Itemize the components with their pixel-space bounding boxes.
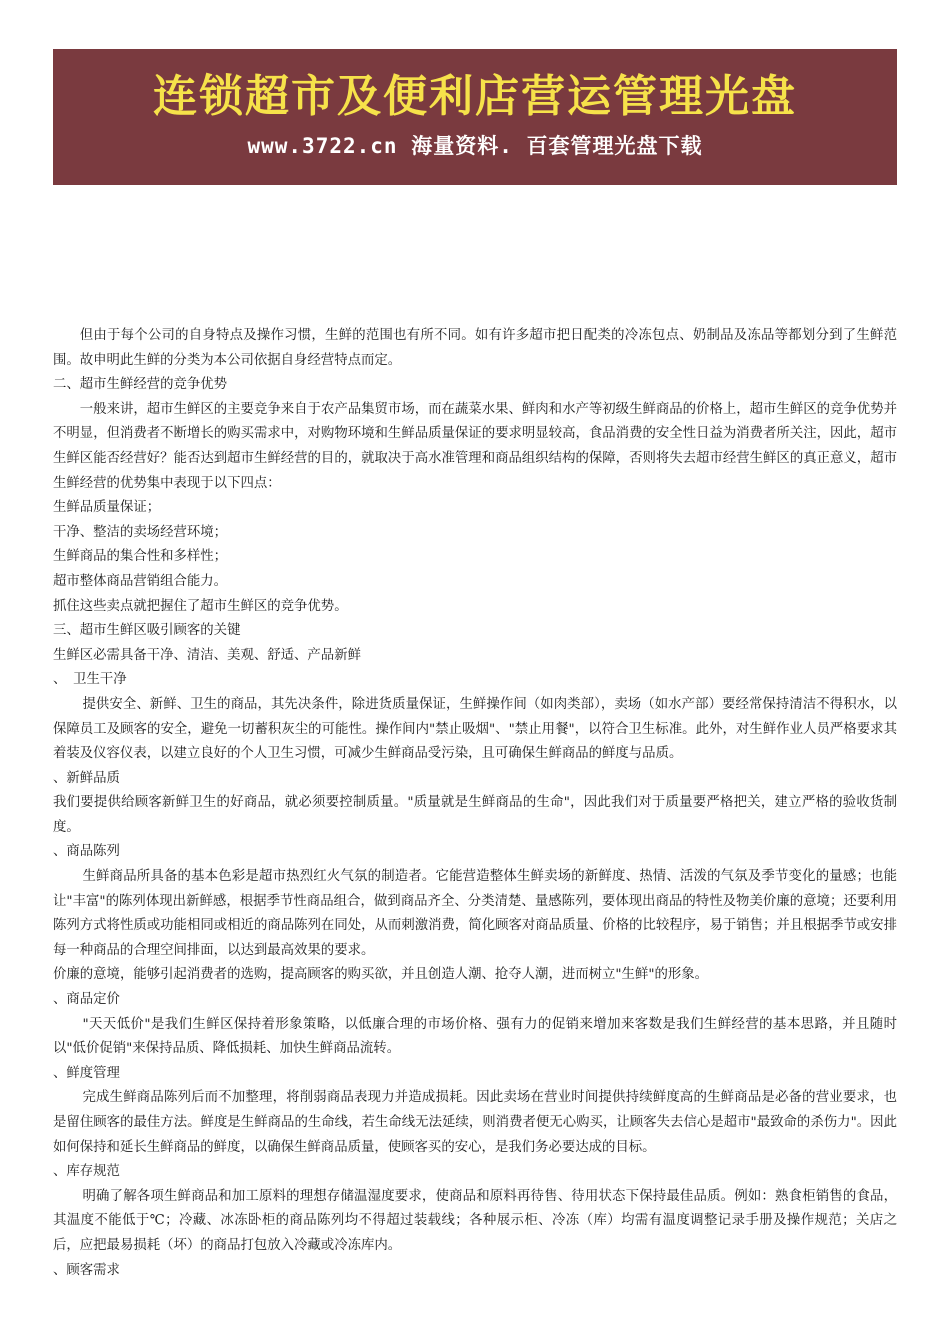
paragraph: 明确了解各项生鲜商品和加工原料的理想存储温湿度要求，使商品和原料再待售、待用状态下保持最佳品质。例如：熟食柜销售的食品，其温度不能低于℃；冷藏、冰冻卧柜的商品陈列均不得超过装载线；各种展示柜、冷冻（库）均需有温度调整记录手册及操作规范；关店之后，应把最易损耗（坏）的商品打包放入冷藏或冷冻库内。 — [53, 1188, 897, 1253]
paragraph: 生鲜商品的集合性和多样性； — [53, 549, 228, 565]
banner-subtitle: www.3722.cn 海量资料. 百套管理光盘下载 — [247, 134, 703, 158]
paragraph: 、顾客需求 — [53, 1262, 120, 1278]
paragraph: 价廉的意境，能够引起消费者的选购，提高顾客的购买欲，并且创造人潮、抢夺人潮，进而树立"生鲜"的形象。 — [53, 967, 709, 983]
document-body — [53, 324, 897, 1283]
paragraph: 生鲜区必需具备干净、清洁、美观、舒适、产品新鲜 — [53, 647, 361, 663]
paragraph: 但由于每个公司的自身特点及操作习惯，生鲜的范围也有所不同。如有许多超市把日配类的冷冻包点、奶制品及冻品等都划分到了生鲜范围。故申明此生鲜的分类为本公司依据自身经营特点而定。 — [53, 328, 897, 368]
paragraph: 、商品陈列 — [53, 844, 120, 860]
paragraph: 、商品定价 — [53, 992, 120, 1008]
paragraph: 超市整体商品营销组合能力。 — [53, 573, 228, 589]
paragraph: 、鲜度管理 — [53, 1065, 120, 1081]
header-banner — [53, 49, 897, 185]
paragraph: 、库存规范 — [53, 1164, 120, 1180]
paragraph: 干净、整洁的卖场经营环境； — [53, 524, 228, 540]
banner-title: 连锁超市及便利店营运管理光盘 — [153, 71, 797, 122]
paragraph: 一般来讲，超市生鲜区的主要竞争来自于农产品集贸市场，而在蔬菜水果、鲜肉和水产等初级生鲜商品的价格上，超市生鲜区的竞争优势并不明显，但消费者不断增长的购买需求中，对购物环境和生鲜品质量保证的要求明显较高，食品消费的安全性日益为消费者所关注，因此，超市生鲜区能否经营好？能否达到超市生鲜经营的目的，就取决于高水准管理和商品组织结构的保障，否则将失去超市经营生鲜区的真正意义，超市生鲜经营的优势集中表现于以下四点： — [53, 401, 897, 491]
paragraph: 、 卫生干净 — [53, 672, 127, 688]
paragraph: "天天低价"是我们生鲜区保持着形象策略，以低廉合理的市场价格、强有力的促销来增加来客数是我们生鲜经营的基本思路，并且随时以"低价促销"来保持品质、降低损耗、加快生鲜商品流转。 — [53, 1016, 897, 1057]
paragraph: 三、超市生鲜区吸引顾客的关键 — [53, 623, 241, 639]
paragraph: 完成生鲜商品陈列后而不加整理，将削弱商品表现力并造成损耗。因此卖场在营业时间提供持续鲜度高的生鲜商品是必备的营业要求，也是留住顾客的最佳方法。鲜度是生鲜商品的生命线，若生命线无法延续，则消费者便无心购买，让顾客失去信心是超市"最致命的杀伤力"。因此如何保持和延长生鲜商品的鲜度，以确保生鲜商品质量，使顾客买的安心，是我们务必要达成的目标。 — [53, 1090, 897, 1155]
paragraph: 、新鲜品质 — [53, 770, 120, 786]
paragraph: 抓住这些卖点就把握住了超市生鲜区的竞争优势。 — [53, 598, 348, 614]
paragraph: 提供安全、新鲜、卫生的商品，其先决条件，除进货质量保证，生鲜操作间（如肉类部），卖场（如水产部）要经常保持清洁不得积水，以保障员工及顾客的安全，避免一切蓄积灰尘的可能性。操作间内"禁止吸烟"、"禁止用餐"，以符合卫生标准。此外，对生鲜作业人员严格要求其着装及仪容仪表，以建立良好的个人卫生习惯，可减少生鲜商品受污染，且可确保生鲜商品的鲜度与品质。 — [53, 696, 897, 762]
paragraph: 生鲜商品所具备的基本色彩是超市热烈红火气氛的制造者。它能营造整体生鲜卖场的新鲜度、热情、活泼的气氛及季节变化的量感；也能让"丰富"的陈列体现出新鲜感，根据季节性商品组合，做到商品齐全、分类清楚、量感陈列，要体现出商品的特性及物美价廉的意境；还要利用陈列方式将性质或功能相同或相近的商品陈列在同处，从而刺激消费，简化顾客对商品质量、价格的比较程序，易于销售；并且根据季节或安排每一种商品的合理空间排面，以达到最高效果的要求。 — [53, 869, 897, 958]
paragraph: 我们要提供给顾客新鲜卫生的好商品，就必须要控制质量。"质量就是生鲜商品的生命"，因此我们对于质量要严格把关，建立严格的验收货制度。 — [53, 795, 897, 835]
paragraph: 二、超市生鲜经营的竞争优势 — [53, 377, 228, 393]
paragraph: 生鲜品质量保证； — [53, 500, 161, 516]
